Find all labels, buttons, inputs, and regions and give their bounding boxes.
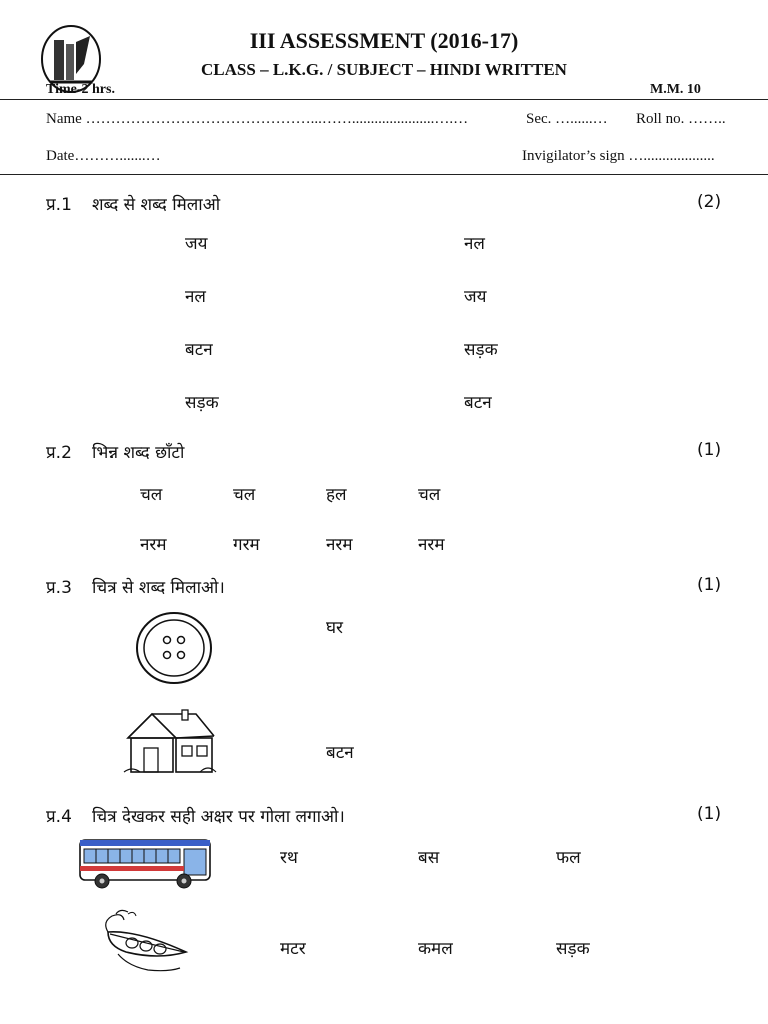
q3-word: घर (326, 618, 343, 638)
q2-number: प्र.2 (46, 443, 72, 463)
q2-word: चल (418, 485, 441, 505)
q1-right-word: जय (464, 287, 487, 307)
house-icon (122, 708, 218, 778)
q4-option[interactable]: बस (418, 848, 440, 868)
q4-option[interactable]: रथ (280, 848, 298, 868)
q2-word: नरम (140, 535, 167, 555)
button-icon (134, 610, 214, 686)
q3-text: चित्र से शब्द मिलाओ। (92, 578, 225, 598)
date-field[interactable]: Date……….......… (46, 148, 161, 164)
section-field[interactable]: Sec. …......… (526, 111, 608, 127)
q4-number: प्र.4 (46, 807, 72, 827)
q2-word: गरम (233, 535, 260, 555)
max-marks: M.M. 10 (650, 82, 701, 97)
q2-text: भिन्न शब्द छाँटो (92, 443, 185, 463)
q1-right-word: सड़क (464, 340, 498, 360)
q3-marks: (1) (697, 575, 722, 595)
time-label: Time-2 hrs. (46, 82, 115, 97)
q2-word: नरम (326, 535, 353, 555)
q1-marks: (2) (697, 192, 722, 212)
q1-number: प्र.1 (46, 195, 72, 215)
invigilator-sign-field[interactable]: Invigilator’s sign …................... (522, 148, 715, 164)
q1-right-word: बटन (464, 393, 492, 413)
bus-icon (78, 836, 214, 890)
q1-right-word: नल (464, 234, 485, 254)
q2-word: चल (140, 485, 163, 505)
q1-left-word: सड़क (185, 393, 219, 413)
q2-word: नरम (418, 535, 445, 555)
q4-option[interactable]: फल (556, 848, 581, 868)
header-rule-top (0, 99, 768, 100)
q1-text: शब्द से शब्द मिलाओ (92, 195, 221, 215)
peapod-icon (98, 908, 194, 974)
header-rule-bottom (0, 174, 768, 175)
q1-left-word: जय (185, 234, 208, 254)
q3-word: बटन (326, 743, 354, 763)
page-subtitle: CLASS – L.K.G. / SUBJECT – HINDI WRITTEN (201, 60, 567, 79)
q3-number: प्र.3 (46, 578, 72, 598)
q4-option[interactable]: मटर (280, 939, 306, 959)
page-title: III ASSESSMENT (2016-17) (249, 28, 519, 53)
q2-word: हल (326, 485, 347, 505)
q2-word: चल (233, 485, 256, 505)
q1-left-word: नल (185, 287, 206, 307)
roll-number-field[interactable]: Roll no. …….. (636, 111, 726, 127)
q2-marks: (1) (697, 440, 722, 460)
q4-option[interactable]: सड़क (556, 939, 590, 959)
q4-text: चित्र देखकर सही अक्षर पर गोला लगाओ। (92, 807, 345, 827)
q1-left-word: बटन (185, 340, 213, 360)
q4-marks: (1) (697, 804, 722, 824)
name-field[interactable]: Name ………………………………………...……......................….… (46, 111, 469, 127)
q4-option[interactable]: कमल (418, 939, 453, 959)
